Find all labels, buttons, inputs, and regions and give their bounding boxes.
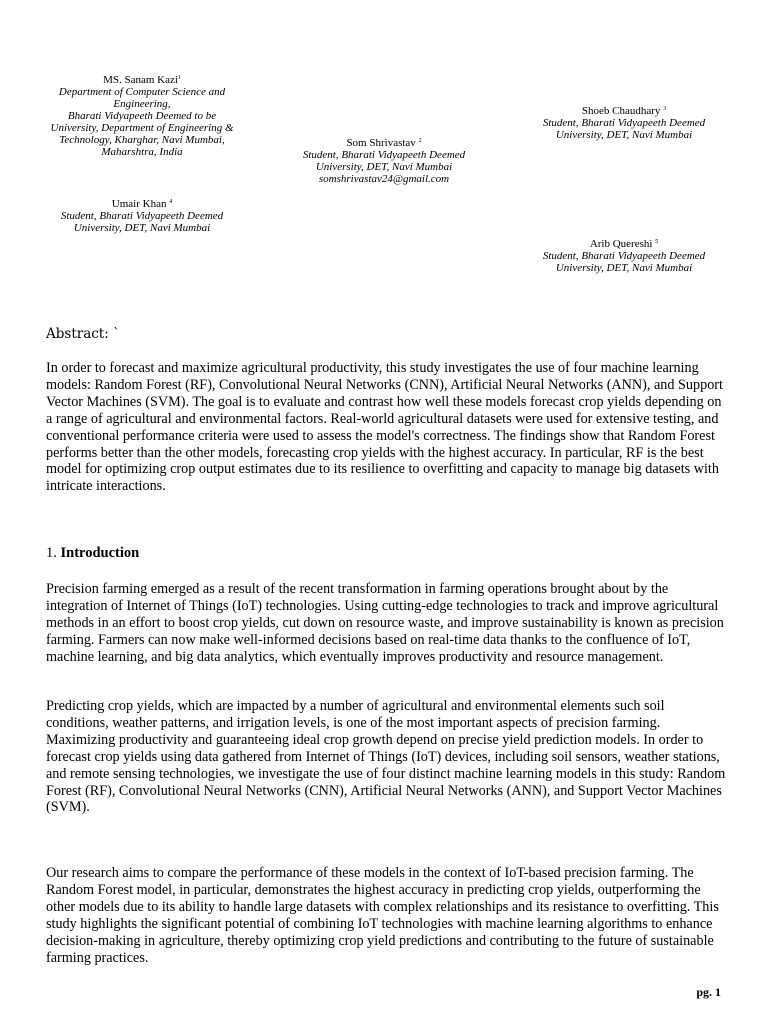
body-paragraph: Precision farming emerged as a result of the recent transformation in farming operations brought about by the integration of Internet of Things (IoT) technologies. Using cutting-edge technologies to track and improve agricultural methods in an effort to boost crop yields, cut down on resource waste, and improve sustainability is known as precision farming. Farmers can now make well-informed decisions based on real-time data thanks to the confluence of IoT, machine learning, and big data analytics, which eventually improves productivity and resource management. bbox=[46, 581, 724, 665]
author-name: Shoeb Chaudhary $^3$ bbox=[581, 105, 667, 117]
abstract-text: In order to forecast and maximize agricultural productivity, this study investigates the use of four machine learning models: Random Forest (RF), Convolutional Neural Networks (CNN), Artificial Neural Networks (ANN), and Support Vector Machines (SVM). The goal is to evaluate and contrast how well these models forecast crop yields depending on a range of agricultural and environmental factors. Real-world agricultural datasets were used for extensive testing, and conventional performance criteria were used to assess the model's correctness. The findings show that Random Forest performs better than the other models, forecasting crop yields with the highest accuracy. In particular, RF is the best model for optimizing crop output estimates due to its resilience to overfitting and capacity to manage big datasets with intricate interactions. bbox=[46, 360, 723, 495]
author-affiliation: Student, Bharati Vidyapeeth Deemed University, DET, Navi Mumbai bbox=[302, 149, 466, 173]
abstract-heading: Abstract: ` bbox=[46, 326, 120, 342]
author-block bbox=[44, 196, 240, 234]
author-block bbox=[526, 236, 722, 274]
body-paragraph: Predicting crop yields, which are impacted by a number of agricultural and environmental elements such soil conditions, weather patterns, and irrigation levels, is one of the most important aspects of precision farming. Maximizing productivity and guaranteeing ideal crop growth depend on precise yield prediction models. In order to forecast crop yields using data gathered from Internet of Things (IoT) devices, including soil sensors, weather stations, and remote sensing technologies, we investigate the use of four distinct machine learning models in this study: Random Forest (RF), Convolutional Neural Networks (CNN), Artificial Neural Networks (ANN), and Support Vector Machines (SVM). bbox=[46, 698, 726, 816]
author-email: somshrivastav24@gmail.com bbox=[318, 173, 450, 185]
section-number: 1. bbox=[46, 545, 57, 561]
page-number: pg. 1 bbox=[696, 985, 721, 999]
body-paragraph: Our research aims to compare the performance of these models in the context of IoT-based precision farming. The Random Forest model, in particular, demonstrates the highest accuracy in predicting crop yields, outperforming the other models due to its ability to handle large datasets with complex relationships and its resistance to overfitting. This study highlights the significant potential of combining IoT technologies with machine learning algorithms to enhance decision-making in agriculture, thereby optimizing crop yield predictions and contributing to the future of sustainable farming practices. bbox=[46, 865, 719, 966]
author-affiliation: Department of Computer Science and Engineering, bbox=[58, 86, 226, 110]
author-name: Som Shrivastav $^2$ bbox=[346, 137, 422, 149]
author-block bbox=[526, 103, 722, 141]
author-block bbox=[286, 135, 482, 185]
section-title: Introduction bbox=[60, 545, 140, 561]
author-name: Umair Khan $^4$ bbox=[111, 198, 173, 210]
author-affiliation: Student, Bharati Vidyapeeth Deemed University, DET, Navi Mumbai bbox=[60, 210, 224, 234]
author-affiliation: Student, Bharati Vidyapeeth Deemed University, DET, Navi Mumbai bbox=[542, 117, 706, 141]
author-block bbox=[44, 72, 240, 158]
author-affiliation: Student, Bharati Vidyapeeth Deemed University, DET, Navi Mumbai bbox=[542, 250, 706, 274]
author-name: MS. Sanam Kazi$^1$ bbox=[103, 74, 181, 86]
author-affiliation: Bharati Vidyapeeth Deemed to be University, Department of Engineering & Technology, Kharghar, Navi Mumbai, Maharshtra, India bbox=[50, 110, 234, 158]
section-heading bbox=[46, 545, 139, 562]
author-name: Arib Quereshi $^5$ bbox=[589, 238, 659, 250]
